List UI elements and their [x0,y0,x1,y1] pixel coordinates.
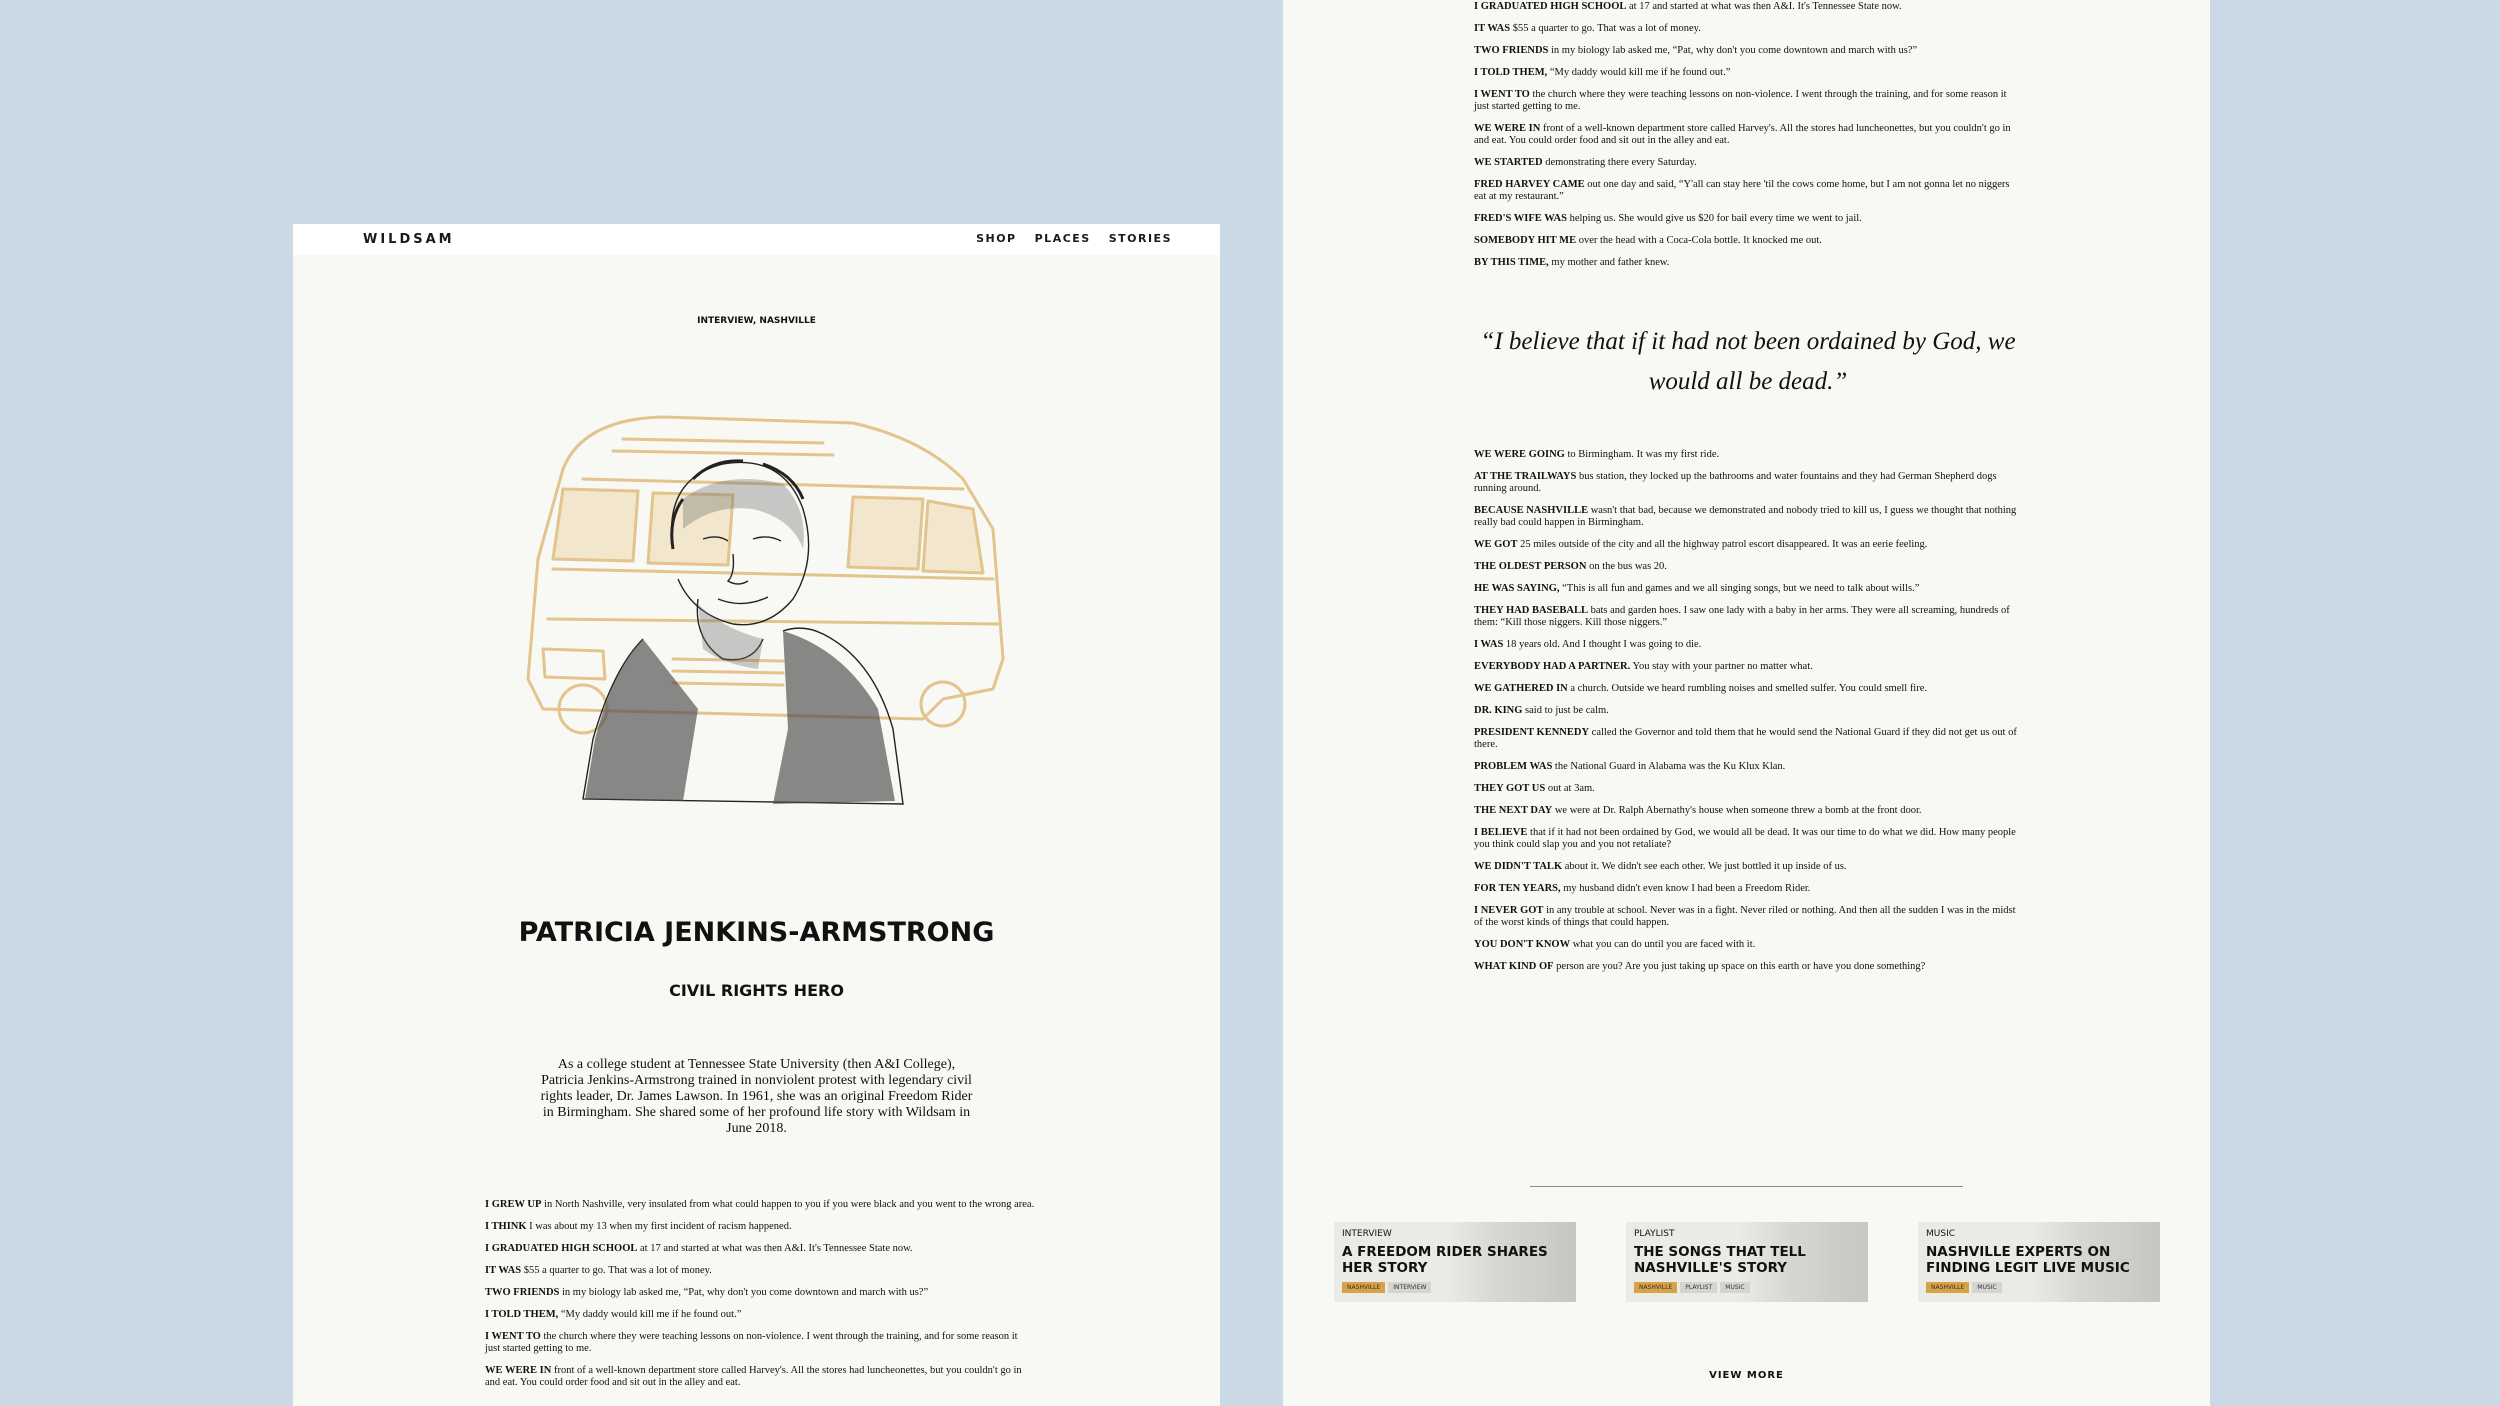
tag-music[interactable]: MUSIC [1720,1282,1749,1293]
paragraph [1474,783,2024,795]
card-category: PLAYLIST [1634,1229,1675,1239]
paragraph-lead: I TOLD THEM, [1474,67,1548,78]
paragraph-text: bus station, they locked up the bathrooms and water fountains and they had German Shepherd dogs running around. [1474,471,1997,494]
paragraph [1474,905,2024,929]
paragraph [485,1221,1035,1233]
paragraph [1474,89,2024,113]
paragraph-text: what you can do until you are faced with it. [1570,939,1756,950]
paragraph-lead: DR. KING [1474,705,1523,716]
paragraph [1474,67,2024,79]
card-tags [1926,1282,2002,1293]
paragraph-text: we were at Dr. Ralph Abernathy's house when someone threw a bomb at the front door. [1552,805,1922,816]
paragraph-text: out one day and said, “Y'all can stay here 'til the cows come home, but I am not gonna let no niggers eat at my restaurant.” [1474,179,2010,202]
paragraph [1474,583,2024,595]
paragraph-lead: FRED'S WIFE WAS [1474,213,1567,224]
paragraph [485,1365,1035,1389]
paragraph-text: to Birmingham. It was my first ride. [1564,449,1720,460]
card-title[interactable]: A FREEDOM RIDER SHARES HER STORY [1342,1244,1548,1276]
paragraph [1474,213,2024,225]
card-title[interactable]: THE SONGS THAT TELL NASHVILLE'S STORY [1634,1244,1806,1276]
paragraph-text: a church. Outside we heard rumbling noises and smelled sulfer. You could smell fire. [1567,683,1928,694]
related-card-playlist[interactable] [1626,1222,1868,1302]
paragraph-lead: BY THIS TIME, [1474,257,1549,268]
paragraph-text: said to just be calm. [1522,705,1609,716]
paragraph-lead: WE WERE IN [485,1365,552,1376]
article-page-bottom [1283,0,2210,1406]
paragraph-text: “My daddy would kill me if he found out.” [558,1309,742,1320]
paragraph [1474,157,2024,169]
paragraph-text: bats and garden hoes. I saw one lady with a baby in her arms. They were all screaming, hundreds of them: “Kill those niggers. Kill those niggers.” [1474,605,2010,628]
paragraph-text: my husband didn't even know I had been a Freedom Rider. [1560,883,1811,894]
paragraph [1474,505,2024,529]
paragraph-lead: WE WERE IN [1474,123,1541,134]
card-category: INTERVIEW [1342,1229,1392,1239]
pull-quote: “I believe that if it had not been ordained by God, we would all be dead.” [1480,328,2016,395]
paragraph-text: in my biology lab asked me, “Pat, why don't you come downtown and march with us?” [1548,45,1918,56]
article-page-top [293,224,1220,1406]
paragraph [485,1265,1035,1277]
paragraph-text: helping us. She would give us $20 for bail every time we went to jail. [1566,213,1862,224]
paragraph-text: at 17 and started at what was then A&I. It's Tennessee State now. [637,1243,913,1254]
paragraph-lead: BECAUSE NASHVILLE [1474,505,1589,516]
paragraph [1474,449,2024,461]
article-subtitle: CIVIL RIGHTS HERO [669,981,844,1000]
paragraph-text: $55 a quarter to go. That was a lot of money. [1510,23,1701,34]
paragraph [1474,605,2024,629]
paragraph-text: $55 a quarter to go. That was a lot of money. [521,1265,712,1276]
paragraph-lead: I TOLD THEM, [485,1309,559,1320]
paragraph-lead: AT THE TRAILWAYS [1474,471,1577,482]
paragraph-lead: WE GOT [1474,539,1518,550]
paragraph [1474,827,2024,851]
paragraph-lead: THE NEXT DAY [1474,805,1553,816]
paragraph-lead: WE DIDN'T TALK [1474,861,1563,872]
paragraph-text: that if it had not been ordained by God, we would all be dead. It was our time to do what we did. How many people you think could slap you and you not retaliate? [1474,827,2016,850]
card-tags [1342,1282,1431,1293]
paragraph-text: over the head with a Coca-Cola bottle. It knocked me out. [1576,235,1822,246]
paragraph-lead: I WENT TO [1474,89,1530,100]
card-category: MUSIC [1926,1229,1956,1239]
paragraph-text: wasn't that bad, because we demonstrated and nobody tried to kill us, I guess we thought that nothing really bad could happen in Birmingham. [1474,505,2017,528]
view-more-button[interactable]: VIEW MORE [1709,1370,1784,1381]
paragraph-text: in North Nashville, very insulated from what could happen to you if you were black and you went to the wrong area. [541,1199,1035,1210]
site-logo[interactable]: WILDSAM [363,232,455,247]
paragraph-text: I was about my 13 when my first incident of racism happened. [526,1221,792,1232]
tag-nashville[interactable]: NASHVILLE [1926,1282,1969,1293]
paragraph [485,1199,1035,1211]
paragraph [1474,23,2024,35]
portrait-illustration [523,409,1013,829]
paragraph [1474,561,2024,573]
paragraph-lead: I THINK [485,1221,527,1232]
paragraph [1474,1,2024,13]
paragraph-lead: FRED HARVEY CAME [1474,179,1585,190]
paragraph [1474,727,2024,751]
nav-places[interactable]: PLACES [1034,232,1091,245]
paragraph [1474,883,2024,895]
paragraph-lead: PROBLEM WAS [1474,761,1553,772]
paragraph-lead: I GREW UP [485,1199,542,1210]
paragraph-lead: PRESIDENT KENNEDY [1474,727,1590,738]
nav-shop[interactable]: SHOP [976,232,1017,245]
paragraph [1474,639,2024,651]
paragraph-lead: I WAS [1474,639,1504,650]
paragraph-text: 25 miles outside of the city and all the highway patrol escort disappeared. It was an eerie feeling. [1517,539,1928,550]
paragraph-lead: I WENT TO [485,1331,541,1342]
paragraph [1474,705,2024,717]
paragraph-lead: YOU DON'T KNOW [1474,939,1571,950]
paragraph-lead: WHAT KIND OF [1474,961,1554,972]
paragraph-text: at 17 and started at what was then A&I. It's Tennessee State now. [1626,1,1902,12]
paragraph-lead: WE STARTED [1474,157,1543,168]
paragraph [1474,761,2024,773]
section-divider [1530,1186,1963,1187]
paragraph [1474,45,2024,57]
card-tags [1634,1282,1750,1293]
paragraph-text: in my biology lab asked me, “Pat, why don't you come downtown and march with us?” [559,1287,929,1298]
paragraph-text: front of a well-known department store called Harvey's. All the stores had luncheonettes, but you couldn't go in and eat. You could order food and sit out in the alley and eat. [485,1365,1022,1388]
paragraph-lead: EVERYBODY HAD A PARTNER. [1474,661,1631,672]
paragraph [1474,257,2024,269]
paragraph-lead: WE GATHERED IN [1474,683,1568,694]
article-intro: As a college student at Tennessee State University (then A&I College), Patricia Jenkins-Armstrong trained in nonviolent protest with legendary civil rights leader, Dr. James Lawson. In 1961, she was an original Freedom Rider in Birmingham. She shared some of her profound life story with Wildsam in June 2018. [540,1057,973,1136]
paragraph [485,1309,1035,1321]
article-body [485,1199,1035,1399]
paragraph-text: You stay with your partner no matter what. [1630,661,1813,672]
card-title[interactable]: NASHVILLE EXPERTS ON FINDING LEGIT LIVE MUSIC [1926,1244,2130,1276]
paragraph-lead: THEY GOT US [1474,783,1546,794]
article-body-continued-2 [1474,449,2024,983]
paragraph [485,1287,1035,1299]
tag-music[interactable]: MUSIC [1972,1282,2001,1293]
paragraph-lead: I GRADUATED HIGH SCHOOL [1474,1,1627,12]
tag-nashville[interactable]: NASHVILLE [1342,1282,1385,1293]
paragraph-text: out at 3am. [1545,783,1595,794]
paragraph [1474,179,2024,203]
tag-nashville[interactable]: NASHVILLE [1634,1282,1677,1293]
paragraph [1474,683,2024,695]
paragraph-text: person are you? Are you just taking up space on this earth or have you done something? [1553,961,1926,972]
paragraph-text: 18 years old. And I thought I was going to die. [1503,639,1702,650]
paragraph-lead: HE WAS SAYING, [1474,583,1560,594]
paragraph [1474,235,2024,247]
paragraph-lead: FOR TEN YEARS, [1474,883,1561,894]
related-card-music[interactable] [1918,1222,2160,1302]
paragraph [1474,539,2024,551]
tag-playlist[interactable]: PLAYLIST [1680,1282,1717,1293]
paragraph-lead: I NEVER GOT [1474,905,1544,916]
paragraph [485,1331,1035,1355]
site-header [293,224,1220,255]
nav-stories[interactable]: STORIES [1108,232,1172,245]
paragraph-lead: SOMEBODY HIT ME [1474,235,1577,246]
paragraph-lead: WE WERE GOING [1474,449,1565,460]
related-card-interview[interactable] [1334,1222,1576,1302]
paragraph [485,1243,1035,1255]
paragraph-lead: IT WAS [1474,23,1511,34]
article-title: PATRICIA JENKINS-ARMSTRONG [518,917,995,948]
paragraph-lead: I BELIEVE [1474,827,1528,838]
paragraph-lead: IT WAS [485,1265,522,1276]
paragraph [1474,861,2024,873]
paragraph [1474,123,2024,147]
paragraph-text: the church where they were teaching lessons on non-violence. I went through the training, and for some reason it just started getting to me. [1474,89,2007,112]
paragraph-text: the National Guard in Alabama was the Ku Klux Klan. [1552,761,1786,772]
paragraph-text: front of a well-known department store called Harvey's. All the stores had luncheonettes, but you couldn't go in and eat. You could order food and sit out in the alley and eat. [1474,123,2011,146]
paragraph-text: on the bus was 20. [1586,561,1667,572]
main-nav [976,232,1172,245]
tag-interview[interactable]: INTERVIEW [1388,1282,1431,1293]
article-kicker: INTERVIEW, NASHVILLE [697,316,816,326]
paragraph-text: about it. We didn't see each other. We just bottled it up inside of us. [1562,861,1847,872]
paragraph [1474,805,2024,817]
paragraph-text: in any trouble at school. Never was in a fight. Never riled or nothing. And then all the sudden I was in the midst of the worst kinds of things that could happen. [1474,905,2016,928]
paragraph-lead: I GRADUATED HIGH SCHOOL [485,1243,638,1254]
paragraph-lead: TWO FRIENDS [485,1287,560,1298]
paragraph [1474,939,2024,951]
paragraph [1474,961,2024,973]
paragraph-text: called the Governor and told them that he would send the National Guard if they did not get us out of there. [1474,727,2017,750]
paragraph-text: demonstrating there every Saturday. [1542,157,1697,168]
paragraph-text: “This is all fun and games and we all singing songs, but we need to talk about wills.” [1559,583,1920,594]
paragraph-lead: THE OLDEST PERSON [1474,561,1587,572]
paragraph-text: “My daddy would kill me if he found out.” [1547,67,1731,78]
paragraph-text: the church where they were teaching lessons on non-violence. I went through the training, and for some reason it just started getting to me. [485,1331,1018,1354]
paragraph-lead: TWO FRIENDS [1474,45,1549,56]
paragraph-lead: THEY HAD BASEBALL [1474,605,1588,616]
paragraph [1474,661,2024,673]
paragraph-text: my mother and father knew. [1548,257,1670,268]
article-body-continued [1474,1,2024,279]
paragraph [1474,471,2024,495]
